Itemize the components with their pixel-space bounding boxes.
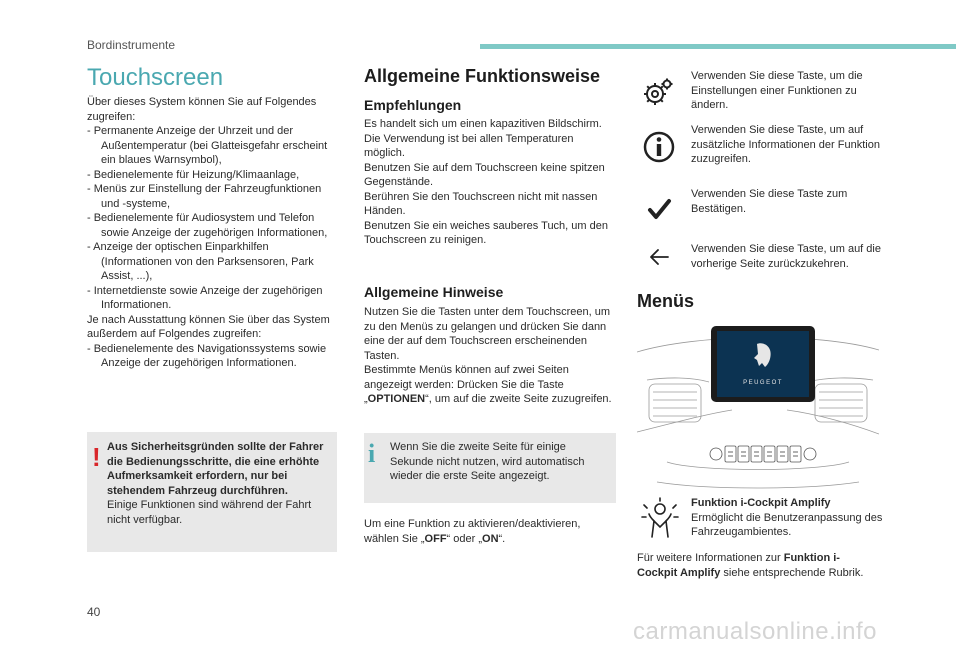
list-item: - Permanente Anzeige der Uhrzeit und der Außentemperatur (bei Glatteisgefahr erscheint ein blaues Warnsymbol), [87, 125, 328, 166]
amplify-block [691, 496, 886, 540]
general-hints-block [364, 305, 616, 407]
on-keyword: ON [482, 532, 499, 545]
hint-text: Bestimmte Menüs können auf zwei Seiten angezeigt werden: Drücken Sie die Taste „ [364, 364, 569, 405]
list-item: Benutzen Sie ein weiches sauberes Tuch, um den Touchscreen zu reinigen. [364, 219, 608, 246]
more-info-text: Für weitere Informationen zur [637, 552, 784, 564]
list-item: - Bedienelemente für Audiosystem und Telefon sowie Anzeige der zugehörigen Informationen, [87, 212, 328, 239]
hint-text: “, um auf die zweite Seite zuzugreifen. [425, 393, 612, 405]
recommendations-heading: Empfehlungen [364, 97, 462, 113]
list-item: Die Verwendung ist bei allen Temperaturen möglich. [364, 132, 574, 159]
info-icon: i [368, 439, 376, 468]
off-keyword: OFF [424, 532, 447, 545]
amplify-text: Ermöglicht die Benutzeranpassung des Fahrzeugambientes. [691, 511, 883, 538]
toggle-instruction [364, 517, 616, 546]
list-item: Benutzen Sie auf dem Touchscreen keine spitzen Gegenstände. [364, 161, 605, 188]
hint-paragraph-options [364, 363, 616, 407]
dashboard-touchscreen-illustration [637, 322, 879, 492]
touchscreen-title: Touchscreen [87, 64, 224, 91]
list-item: - Anzeige der optischen Einparkhilfen (Informationen von den Parksensoren, Park Assist, ...), [87, 241, 314, 282]
info-circle-icon [639, 127, 679, 167]
general-operation-title: Allgemeine Funktionsweise [364, 66, 601, 86]
options-keyword: OPTIONEN [367, 393, 426, 405]
more-info-bold: Funktion i-Cockpit Amplify [637, 552, 840, 579]
page-number: 40 [87, 605, 101, 619]
recommendations-block [364, 117, 614, 248]
header-bar [480, 44, 956, 49]
list-item: - Bedienelemente für Heizung/Klimaanlage, [87, 168, 300, 181]
warning-text [107, 440, 333, 527]
screen-logo-text: PEUGEOT [743, 380, 783, 386]
equipment-intro: Je nach Ausstattung können Sie über das System außerdem auf Folgendes zugreifen: [87, 313, 330, 340]
touchscreen-intro-block [87, 95, 339, 371]
confirm-icon-description: Verwenden Sie diese Taste zum Bestätigen. [691, 188, 848, 215]
toggle-text: Um eine Funktion zu aktivieren/deaktivieren, wählen Sie „ [364, 518, 581, 545]
toggle-text: “. [498, 532, 506, 545]
amplify-person-icon [638, 497, 682, 543]
back-icon-description: Verwenden Sie diese Taste, um auf die vorherige Seite zurückzukehren. [691, 243, 881, 270]
hint-paragraph: Nutzen Sie die Tasten unter dem Touchscreen, um zu den Menüs zu gelangen und drücken Sie dann eine der auf dem Touchscreen erscheinenden Tasten. [364, 306, 611, 362]
warning-normal-text: Einige Funktionen sind während der Fahrt nicht verfügbar. [107, 499, 312, 526]
menus-title: Menüs [637, 291, 695, 311]
warning-bold-text: Aus Sicherheitsgründen sollte der Fahrer die Bedienungsschritte, die eine erhöhte Aufmerksamkeit erfordern, nur bei stehendem Fahrzeug durchführen. [107, 441, 324, 497]
info-text: Wenn Sie die zweite Seite für einige Sekunde nicht nutzen, wird automatisch wieder die erste Seite angezeigt. [390, 441, 585, 482]
warning-icon: ! [92, 442, 101, 472]
section-label: Bordinstrumente [87, 38, 176, 52]
amplify-title: Funktion i-Cockpit Amplify [691, 497, 831, 509]
toggle-text: “ oder „ [446, 532, 483, 545]
list-item: Berühren Sie den Touchscreen nicht mit nassen Händen. [364, 190, 598, 217]
settings-gear-icon [637, 73, 677, 113]
watermark: carmanualsonline.info [633, 618, 877, 645]
list-item: - Bedienelemente des Navigationssystems sowie Anzeige der zugehörigen Informationen. [87, 342, 327, 369]
amplify-more-info [637, 551, 867, 580]
back-arrow-icon [640, 237, 680, 277]
checkmark-icon [640, 190, 680, 230]
general-hints-heading: Allgemeine Hinweise [364, 284, 504, 300]
list-item: - Menüs zur Einstellung der Fahrzeugfunktionen und -systeme, [87, 183, 322, 210]
info-icon-description: Verwenden Sie diese Taste, um auf zusätzliche Informationen der Funktion zuzugreifen. [691, 124, 880, 165]
list-item: - Internetdienste sowie Anzeige der zugehörigen Informationen. [87, 284, 323, 311]
settings-icon-description: Verwenden Sie diese Taste, um die Einstellungen einer Funktionen zu ändern. [691, 70, 863, 111]
intro-text: Über dieses System können Sie auf Folgendes zugreifen: [87, 96, 317, 123]
list-item: Es handelt sich um einen kapazitiven Bildschirm. [364, 118, 602, 130]
more-info-text: siehe entsprechende Rubrik. [720, 566, 864, 579]
